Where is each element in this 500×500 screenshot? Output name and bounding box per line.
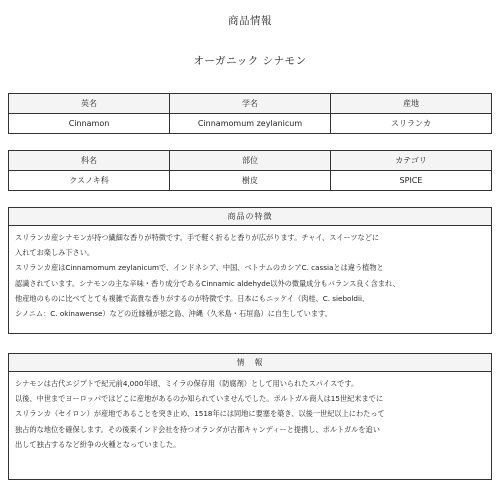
features-line: 認識されています。シナモンの主な辛味・香り成分であるCinnamic aldehyde以外の微量成分もバランス良く含まれ、 xyxy=(15,278,400,288)
english-name-value: Cinnamon xyxy=(9,114,170,134)
info-line: 以後、中世までヨーロッパではどこに産地があるのか知られていませんでした。ポルトガル商人は15世紀末までに xyxy=(15,394,384,404)
header-family: 科名 xyxy=(9,151,170,171)
name-origin-table xyxy=(8,93,492,134)
part-value: 樹皮 xyxy=(170,171,331,191)
info-section xyxy=(8,353,492,480)
features-line: 他産地のものに比べてとても複雑で高貴な香りがするのが特徴です。日本にもニッケイ（肉桂、C. sieboldii、 xyxy=(15,293,370,303)
info-line: 出して独占するなど紛争の火種となっていました。 xyxy=(15,439,181,449)
info-line: 独占的な地位を確保します。その後東インド会社を持つオランダが古都キャンディーと提携し、ポルトガルを追い xyxy=(15,424,380,434)
features-line: 入れてお楽しみ下さい。 xyxy=(15,248,95,258)
features-section xyxy=(8,207,492,334)
header-category: カテゴリ xyxy=(331,151,492,171)
category-value: SPICE xyxy=(331,171,492,191)
table-row xyxy=(9,114,492,134)
features-line: スリランカ産はCinnamomum zeylanicumで、インドネシア、中国、ベトナムのカシアC. cassiaとは違う植物と xyxy=(15,263,384,273)
header-part: 部位 xyxy=(170,151,331,171)
header-english-name: 英名 xyxy=(9,94,170,114)
info-heading: 情 報 xyxy=(9,354,491,372)
origin-value: スリランカ xyxy=(331,114,492,134)
info-line: シナモンは古代エジプトで紀元前4,000年頃、ミイラの保存用（防腐剤）として用いられたスパイスです。 xyxy=(15,379,359,388)
table-row xyxy=(9,171,492,191)
header-origin: 産地 xyxy=(331,94,492,114)
scientific-name-value: Cinnamomum zeylanicum xyxy=(170,114,331,134)
page-title: 商品情報 xyxy=(228,15,272,27)
header-scientific-name: 学名 xyxy=(170,94,331,114)
classification-table xyxy=(8,150,492,191)
features-heading: 商品の特徴 xyxy=(9,208,491,226)
info-line: スリランカ（セイロン）が産地であることを突き止め、1518年には同地に要塞を築き、以後一世紀以上にわたって xyxy=(15,409,385,419)
features-line: シノニム：C. okinawense）などの近縁種が徳之島、沖縄（久米島・石垣島）に自生しています。 xyxy=(15,309,332,319)
features-body xyxy=(9,226,491,326)
product-name: オーガニック シナモン xyxy=(193,55,307,67)
features-line: スリランカ産シナモンが持つ繊細な香りが特徴です。手で軽く折ると香りが広がります。チャイ、スイーツなどに xyxy=(15,233,380,242)
family-value: クスノキ科 xyxy=(9,171,170,191)
table-header-row xyxy=(9,94,492,114)
info-body xyxy=(9,372,491,457)
table-header-row xyxy=(9,151,492,171)
